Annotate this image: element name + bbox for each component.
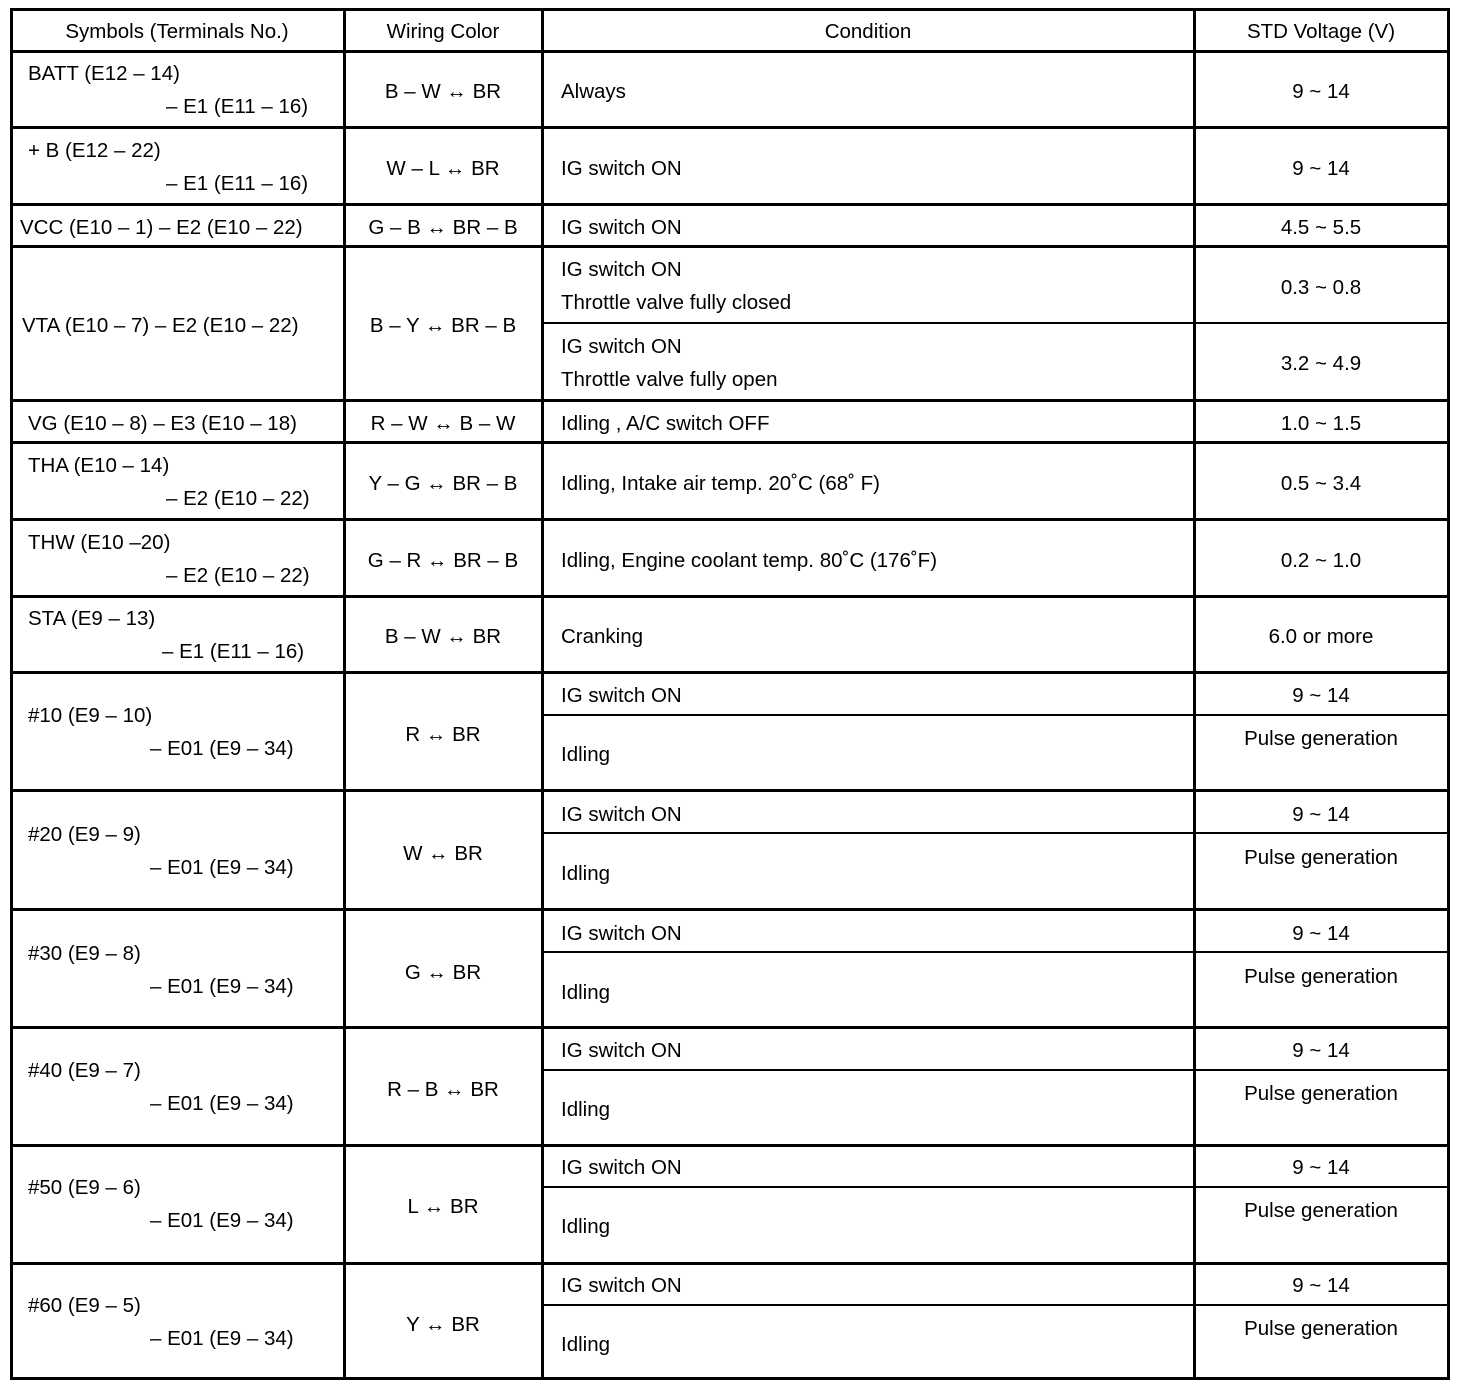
row-symbol-ground: – E01 (E9 – 34) <box>150 1092 294 1115</box>
row-condition: Idling <box>561 1333 611 1356</box>
row-std-voltage: 9 ~ 14 <box>1292 157 1350 180</box>
row-std-voltage: 9 ~ 14 <box>1292 922 1350 945</box>
row-condition: Always <box>561 80 626 103</box>
row-symbol: VG (E10 – 8) – E3 (E10 – 18) <box>28 412 297 435</box>
row-symbol: #30 (E9 – 8) <box>28 942 141 965</box>
row-condition: Cranking <box>561 625 644 648</box>
row-condition: IG switch ON <box>561 684 682 707</box>
row-divider <box>10 1026 1450 1029</box>
sub-row-divider <box>543 951 1450 953</box>
row-wiring-color: B – W ↔ BR <box>384 625 502 648</box>
row-condition: IG switch ON <box>561 922 682 945</box>
row-symbol: #50 (E9 – 6) <box>28 1176 141 1199</box>
row-symbol: STA (E9 – 13) <box>28 607 156 630</box>
row-condition: IG switch ON <box>561 1274 682 1297</box>
header-wiring-color: Wiring Color <box>386 20 500 43</box>
table-border-bottom <box>10 1377 1450 1380</box>
row-symbol: VCC (E10 – 1) – E2 (E10 – 22) <box>20 216 303 239</box>
row-symbol: #60 (E9 – 5) <box>28 1294 141 1317</box>
row-divider <box>10 1144 1450 1147</box>
row-wiring-color: G ↔ BR <box>404 961 482 984</box>
row-symbol-ground: – E01 (E9 – 34) <box>150 975 294 998</box>
row-divider <box>10 399 1450 402</box>
row-std-voltage: 1.0 ~ 1.5 <box>1280 412 1362 435</box>
row-symbol: #20 (E9 – 9) <box>28 823 141 846</box>
row-condition: Throttle valve fully closed <box>561 291 792 314</box>
row-symbol-ground: – E1 (E11 – 16) <box>166 172 309 195</box>
row-divider <box>10 441 1450 444</box>
row-divider <box>10 518 1450 521</box>
header-condition: Condition <box>824 20 912 43</box>
row-condition: Idling <box>561 1098 611 1121</box>
row-divider <box>10 908 1450 911</box>
sub-row-divider <box>543 832 1450 834</box>
row-condition: IG switch ON <box>561 335 682 358</box>
sub-row-divider <box>543 322 1450 324</box>
row-symbol-ground: – E01 (E9 – 34) <box>150 1209 294 1232</box>
row-std-voltage: 9 ~ 14 <box>1292 1039 1350 1062</box>
row-condition: Idling, Engine coolant temp. 80˚C (176˚F) <box>561 549 938 572</box>
row-condition: IG switch ON <box>561 1039 682 1062</box>
column-divider <box>541 8 544 1380</box>
row-condition: Idling <box>561 1215 611 1238</box>
row-symbol: BATT (E12 – 14) <box>28 62 180 85</box>
row-symbol: THW (E10 –20) <box>28 531 171 554</box>
row-wiring-color: Y ↔ BR <box>406 1313 480 1336</box>
row-std-voltage: 3.2 ~ 4.9 <box>1280 352 1362 375</box>
row-condition: Idling, Intake air temp. 20˚C (68˚ F) <box>561 472 881 495</box>
sub-row-divider <box>543 1069 1450 1071</box>
sub-row-divider <box>543 1304 1450 1306</box>
sub-row-divider <box>543 1186 1450 1188</box>
row-std-voltage: Pulse generation <box>1244 965 1398 988</box>
row-condition: Idling <box>561 981 611 1004</box>
row-condition: Idling , A/C switch OFF <box>561 412 770 435</box>
row-std-voltage: Pulse generation <box>1244 1082 1398 1105</box>
sub-row-divider <box>543 714 1450 716</box>
row-symbol: #10 (E9 – 10) <box>28 704 153 727</box>
table-border-top <box>10 8 1450 11</box>
row-symbol-ground: – E01 (E9 – 34) <box>150 737 294 760</box>
row-symbol-ground: – E2 (E10 – 22) <box>166 487 310 510</box>
row-divider <box>10 203 1450 206</box>
voltage-spec-table <box>10 8 1450 1380</box>
row-wiring-color: R – W ↔ B – W <box>370 412 516 435</box>
row-std-voltage: Pulse generation <box>1244 846 1398 869</box>
row-std-voltage: 9 ~ 14 <box>1292 80 1350 103</box>
row-divider <box>10 789 1450 792</box>
row-symbol: VTA (E10 – 7) – E2 (E10 – 22) <box>22 314 299 337</box>
row-std-voltage: 9 ~ 14 <box>1292 1156 1350 1179</box>
row-wiring-color: W – L ↔ BR <box>386 157 500 180</box>
row-divider <box>10 245 1450 248</box>
row-std-voltage: 0.2 ~ 1.0 <box>1280 549 1362 572</box>
row-symbol-ground: – E01 (E9 – 34) <box>150 856 294 879</box>
row-divider <box>10 595 1450 598</box>
row-wiring-color: L ↔ BR <box>407 1195 479 1218</box>
row-divider <box>10 671 1450 674</box>
row-std-voltage: 9 ~ 14 <box>1292 1274 1350 1297</box>
row-wiring-color: R ↔ BR <box>405 723 481 746</box>
row-std-voltage: 6.0 or more <box>1268 625 1374 648</box>
column-divider <box>343 8 346 1380</box>
row-symbol-ground: – E01 (E9 – 34) <box>150 1327 294 1350</box>
row-std-voltage: 0.5 ~ 3.4 <box>1280 472 1362 495</box>
row-condition: IG switch ON <box>561 157 682 180</box>
row-std-voltage: Pulse generation <box>1244 1317 1398 1340</box>
row-symbol: #40 (E9 – 7) <box>28 1059 141 1082</box>
row-wiring-color: G – R ↔ BR – B <box>367 549 519 572</box>
row-symbol-ground: – E2 (E10 – 22) <box>166 564 310 587</box>
row-condition: Throttle valve fully open <box>561 368 778 391</box>
header-divider <box>10 50 1450 53</box>
table-border-left <box>10 8 13 1380</box>
row-symbol: + B (E12 – 22) <box>28 139 161 162</box>
row-symbol-ground: – E1 (E11 – 16) <box>166 95 309 118</box>
row-symbol-ground: – E1 (E11 – 16) <box>162 640 305 663</box>
row-condition: Idling <box>561 743 611 766</box>
row-divider <box>10 126 1450 129</box>
row-wiring-color: G – B ↔ BR – B <box>368 216 518 239</box>
header-std-voltage: STD Voltage (V) <box>1246 20 1396 43</box>
column-divider <box>1193 8 1196 1380</box>
row-std-voltage: 9 ~ 14 <box>1292 803 1350 826</box>
row-wiring-color: Y – G ↔ BR – B <box>368 472 518 495</box>
row-wiring-color: B – W ↔ BR <box>384 80 502 103</box>
table-border-right <box>1447 8 1450 1380</box>
row-std-voltage: 4.5 ~ 5.5 <box>1280 216 1362 239</box>
row-condition: IG switch ON <box>561 1156 682 1179</box>
row-wiring-color: W ↔ BR <box>403 842 483 865</box>
row-condition: IG switch ON <box>561 803 682 826</box>
row-condition: IG switch ON <box>561 258 682 281</box>
row-std-voltage: 0.3 ~ 0.8 <box>1280 276 1362 299</box>
header-symbols: Symbols (Terminals No.) <box>65 20 289 43</box>
row-std-voltage: 9 ~ 14 <box>1292 684 1350 707</box>
row-std-voltage: Pulse generation <box>1244 1199 1398 1222</box>
row-symbol: THA (E10 – 14) <box>28 454 170 477</box>
row-condition: Idling <box>561 862 611 885</box>
row-divider <box>10 1262 1450 1265</box>
row-wiring-color: R – B ↔ BR <box>387 1078 499 1101</box>
row-wiring-color: B – Y ↔ BR – B <box>369 314 517 337</box>
row-condition: IG switch ON <box>561 216 682 239</box>
row-std-voltage: Pulse generation <box>1244 727 1398 750</box>
